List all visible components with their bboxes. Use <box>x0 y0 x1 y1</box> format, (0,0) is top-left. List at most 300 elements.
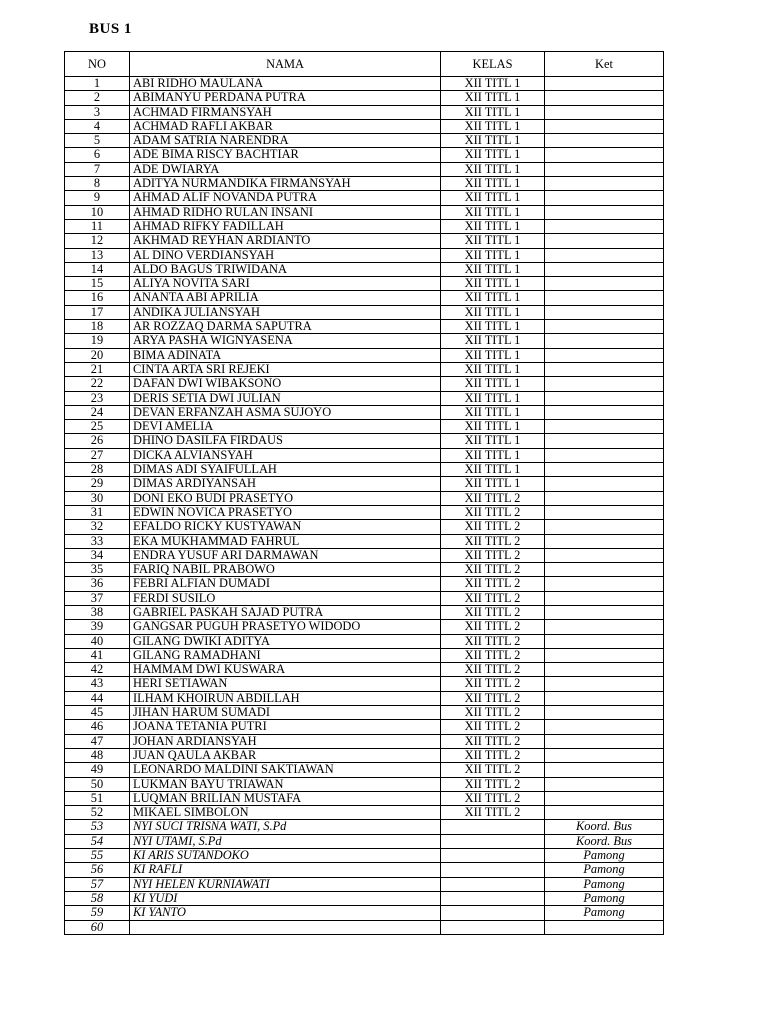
cell-nama: FERDI SUSILO <box>130 591 441 605</box>
cell-no: 4 <box>65 119 130 133</box>
cell-no: 45 <box>65 706 130 720</box>
cell-ket <box>545 77 664 91</box>
cell-no: 1 <box>65 77 130 91</box>
cell-kelas: XII TITL 2 <box>441 706 545 720</box>
cell-ket <box>545 477 664 491</box>
table-row <box>65 863 664 877</box>
cell-kelas: XII TITL 2 <box>441 520 545 534</box>
table-row <box>65 791 664 805</box>
cell-kelas: XII TITL 1 <box>441 477 545 491</box>
cell-kelas: XII TITL 2 <box>441 534 545 548</box>
table-row <box>65 448 664 462</box>
cell-no: 52 <box>65 806 130 820</box>
cell-no: 46 <box>65 720 130 734</box>
table-row <box>65 634 664 648</box>
cell-no: 6 <box>65 148 130 162</box>
cell-ket: Pamong <box>545 877 664 891</box>
table-row <box>65 77 664 91</box>
cell-ket <box>545 434 664 448</box>
cell-ket <box>545 377 664 391</box>
table-row <box>65 434 664 448</box>
cell-no: 41 <box>65 648 130 662</box>
cell-kelas: XII TITL 2 <box>441 734 545 748</box>
table-row <box>65 748 664 762</box>
cell-kelas: XII TITL 1 <box>441 434 545 448</box>
cell-kelas: XII TITL 2 <box>441 763 545 777</box>
cell-kelas: XII TITL 1 <box>441 305 545 319</box>
cell-kelas: XII TITL 2 <box>441 577 545 591</box>
cell-no: 27 <box>65 448 130 462</box>
table-row <box>65 420 664 434</box>
cell-no: 53 <box>65 820 130 834</box>
cell-ket <box>545 777 664 791</box>
cell-kelas: XII TITL 1 <box>441 119 545 133</box>
table-row <box>65 877 664 891</box>
cell-nama: ADITYA NURMANDIKA FIRMANSYAH <box>130 177 441 191</box>
cell-no: 50 <box>65 777 130 791</box>
cell-no: 33 <box>65 534 130 548</box>
table-row <box>65 205 664 219</box>
cell-no: 8 <box>65 177 130 191</box>
cell-nama: LEONARDO MALDINI SAKTIAWAN <box>130 763 441 777</box>
cell-ket <box>545 148 664 162</box>
cell-no: 39 <box>65 620 130 634</box>
cell-nama: NYI SUCI TRISNA WATI, S.Pd <box>130 820 441 834</box>
cell-no: 30 <box>65 491 130 505</box>
cell-nama: ABIMANYU PERDANA PUTRA <box>130 91 441 105</box>
table-row <box>65 119 664 133</box>
cell-nama: DHINO DASILFA FIRDAUS <box>130 434 441 448</box>
cell-no: 20 <box>65 348 130 362</box>
cell-nama: ADAM SATRIA NARENDRA <box>130 134 441 148</box>
table-row <box>65 834 664 848</box>
cell-no: 38 <box>65 605 130 619</box>
cell-kelas: XII TITL 1 <box>441 91 545 105</box>
cell-nama: AHMAD ALIF NOVANDA PUTRA <box>130 191 441 205</box>
cell-no: 32 <box>65 520 130 534</box>
cell-kelas <box>441 863 545 877</box>
cell-nama: DEVAN ERFANZAH ASMA SUJOYO <box>130 405 441 419</box>
cell-kelas <box>441 877 545 891</box>
cell-kelas: XII TITL 1 <box>441 248 545 262</box>
cell-ket <box>545 320 664 334</box>
cell-nama: GABRIEL PASKAH SAJAD PUTRA <box>130 605 441 619</box>
cell-ket <box>545 634 664 648</box>
cell-no: 34 <box>65 548 130 562</box>
cell-no: 13 <box>65 248 130 262</box>
cell-ket <box>545 191 664 205</box>
table-row <box>65 191 664 205</box>
table-row <box>65 334 664 348</box>
table-row <box>65 691 664 705</box>
cell-ket <box>545 577 664 591</box>
cell-kelas: XII TITL 1 <box>441 105 545 119</box>
cell-nama: ANDIKA JULIANSYAH <box>130 305 441 319</box>
cell-no: 28 <box>65 463 130 477</box>
cell-nama: GANGSAR PUGUH PRASETYO WIDODO <box>130 620 441 634</box>
table-row <box>65 491 664 505</box>
table-row <box>65 463 664 477</box>
cell-ket <box>545 362 664 376</box>
cell-ket <box>545 91 664 105</box>
cell-kelas: XII TITL 1 <box>441 391 545 405</box>
cell-nama: AHMAD RIDHO RULAN INSANI <box>130 205 441 219</box>
cell-no: 29 <box>65 477 130 491</box>
cell-nama: HERI SETIAWAN <box>130 677 441 691</box>
table-row <box>65 277 664 291</box>
cell-nama: KI YANTO <box>130 906 441 920</box>
cell-kelas: XII TITL 2 <box>441 748 545 762</box>
cell-nama: LUKMAN BAYU TRIAWAN <box>130 777 441 791</box>
cell-kelas <box>441 820 545 834</box>
cell-kelas: XII TITL 1 <box>441 191 545 205</box>
cell-nama: NYI UTAMI, S.Pd <box>130 834 441 848</box>
cell-nama: GILANG DWIKI ADITYA <box>130 634 441 648</box>
cell-no: 16 <box>65 291 130 305</box>
table-row <box>65 405 664 419</box>
cell-ket <box>545 763 664 777</box>
table-row <box>65 162 664 176</box>
cell-kelas: XII TITL 2 <box>441 720 545 734</box>
cell-nama: DIMAS ARDIYANSAH <box>130 477 441 491</box>
table-row <box>65 134 664 148</box>
cell-ket <box>545 134 664 148</box>
cell-nama: ILHAM KHOIRUN ABDILLAH <box>130 691 441 705</box>
table-row <box>65 677 664 691</box>
cell-ket <box>545 219 664 233</box>
cell-kelas: XII TITL 2 <box>441 605 545 619</box>
cell-nama: EFALDO RICKY KUSTYAWAN <box>130 520 441 534</box>
cell-nama: AL DINO VERDIANSYAH <box>130 248 441 262</box>
cell-nama: JUAN QAULA AKBAR <box>130 748 441 762</box>
cell-kelas <box>441 849 545 863</box>
cell-nama <box>130 920 441 934</box>
cell-ket <box>545 806 664 820</box>
table-row <box>65 720 664 734</box>
cell-no: 7 <box>65 162 130 176</box>
cell-ket: Koord. Bus <box>545 834 664 848</box>
cell-nama: ADE DWIARYA <box>130 162 441 176</box>
cell-nama: AR ROZZAQ DARMA SAPUTRA <box>130 320 441 334</box>
table-row <box>65 291 664 305</box>
cell-no: 43 <box>65 677 130 691</box>
cell-ket <box>545 677 664 691</box>
cell-nama: ENDRA YUSUF ARI DARMAWAN <box>130 548 441 562</box>
cell-nama: GILANG RAMADHANI <box>130 648 441 662</box>
table-row <box>65 849 664 863</box>
table-row <box>65 891 664 905</box>
cell-nama: KI RAFLI <box>130 863 441 877</box>
cell-no: 11 <box>65 219 130 233</box>
table-row <box>65 148 664 162</box>
cell-kelas <box>441 834 545 848</box>
cell-kelas: XII TITL 1 <box>441 177 545 191</box>
table-row <box>65 362 664 376</box>
cell-ket <box>545 391 664 405</box>
cell-nama: ACHMAD FIRMANSYAH <box>130 105 441 119</box>
cell-nama: DAFAN DWI WIBAKSONO <box>130 377 441 391</box>
cell-no: 14 <box>65 262 130 276</box>
cell-nama: HAMMAM DWI KUSWARA <box>130 663 441 677</box>
table-row <box>65 763 664 777</box>
cell-nama: ABI RIDHO MAULANA <box>130 77 441 91</box>
cell-kelas: XII TITL 2 <box>441 777 545 791</box>
table-row <box>65 806 664 820</box>
table-row <box>65 906 664 920</box>
cell-no: 17 <box>65 305 130 319</box>
cell-nama: KI ARIS SUTANDOKO <box>130 849 441 863</box>
cell-no: 12 <box>65 234 130 248</box>
cell-kelas: XII TITL 1 <box>441 348 545 362</box>
cell-nama: JOHAN ARDIANSYAH <box>130 734 441 748</box>
cell-kelas <box>441 891 545 905</box>
table-header <box>65 52 664 77</box>
cell-nama: ANANTA ABI APRILIA <box>130 291 441 305</box>
cell-ket <box>545 463 664 477</box>
cell-ket <box>545 305 664 319</box>
cell-no: 19 <box>65 334 130 348</box>
cell-ket <box>545 748 664 762</box>
cell-nama: DERIS SETIA DWI JULIAN <box>130 391 441 405</box>
cell-nama: NYI HELEN KURNIAWATI <box>130 877 441 891</box>
cell-nama: JIHAN HARUM SUMADI <box>130 706 441 720</box>
table-row <box>65 248 664 262</box>
cell-no: 5 <box>65 134 130 148</box>
table-row <box>65 377 664 391</box>
cell-kelas: XII TITL 1 <box>441 262 545 276</box>
cell-kelas: XII TITL 2 <box>441 563 545 577</box>
cell-no: 54 <box>65 834 130 848</box>
table-row <box>65 663 664 677</box>
table-row <box>65 262 664 276</box>
cell-ket <box>545 162 664 176</box>
cell-kelas: XII TITL 1 <box>441 291 545 305</box>
cell-no: 51 <box>65 791 130 805</box>
cell-no: 42 <box>65 663 130 677</box>
cell-kelas: XII TITL 1 <box>441 148 545 162</box>
cell-ket <box>545 920 664 934</box>
header-ket: Ket <box>545 52 664 77</box>
cell-kelas: XII TITL 1 <box>441 219 545 233</box>
cell-no: 18 <box>65 320 130 334</box>
cell-kelas: XII TITL 2 <box>441 648 545 662</box>
cell-kelas: XII TITL 1 <box>441 205 545 219</box>
table-row <box>65 605 664 619</box>
table-row <box>65 563 664 577</box>
cell-nama: ACHMAD RAFLI AKBAR <box>130 119 441 133</box>
cell-ket <box>545 334 664 348</box>
cell-no: 48 <box>65 748 130 762</box>
table-row <box>65 734 664 748</box>
table-row <box>65 505 664 519</box>
cell-kelas: XII TITL 2 <box>441 806 545 820</box>
cell-kelas: XII TITL 1 <box>441 405 545 419</box>
table-body <box>65 77 664 935</box>
cell-nama: AKHMAD REYHAN ARDIANTO <box>130 234 441 248</box>
table-row <box>65 820 664 834</box>
cell-no: 49 <box>65 763 130 777</box>
cell-ket <box>545 405 664 419</box>
cell-no: 9 <box>65 191 130 205</box>
cell-nama: FEBRI ALFIAN DUMADI <box>130 577 441 591</box>
table-row <box>65 648 664 662</box>
table-row <box>65 577 664 591</box>
cell-no: 37 <box>65 591 130 605</box>
cell-no: 35 <box>65 563 130 577</box>
table-row <box>65 305 664 319</box>
cell-ket <box>545 105 664 119</box>
cell-kelas: XII TITL 1 <box>441 277 545 291</box>
cell-nama: DIMAS ADI SYAIFULLAH <box>130 463 441 477</box>
cell-ket: Pamong <box>545 849 664 863</box>
cell-kelas: XII TITL 2 <box>441 634 545 648</box>
cell-ket <box>545 248 664 262</box>
cell-no: 36 <box>65 577 130 591</box>
cell-ket <box>545 706 664 720</box>
table-row <box>65 534 664 548</box>
cell-kelas: XII TITL 2 <box>441 505 545 519</box>
cell-no: 26 <box>65 434 130 448</box>
cell-no: 23 <box>65 391 130 405</box>
cell-ket <box>545 720 664 734</box>
cell-kelas: XII TITL 2 <box>441 620 545 634</box>
cell-kelas: XII TITL 1 <box>441 420 545 434</box>
cell-ket <box>545 620 664 634</box>
table-row <box>65 234 664 248</box>
cell-ket <box>545 420 664 434</box>
cell-kelas <box>441 920 545 934</box>
cell-kelas: XII TITL 2 <box>441 591 545 605</box>
cell-kelas: XII TITL 1 <box>441 234 545 248</box>
cell-ket <box>545 277 664 291</box>
cell-ket <box>545 734 664 748</box>
cell-no: 56 <box>65 863 130 877</box>
cell-ket: Pamong <box>545 906 664 920</box>
table-row <box>65 391 664 405</box>
cell-nama: CINTA ARTA SRI REJEKI <box>130 362 441 376</box>
header-kelas: KELAS <box>441 52 545 77</box>
cell-ket <box>545 119 664 133</box>
cell-kelas: XII TITL 2 <box>441 663 545 677</box>
cell-nama: DONI EKO BUDI PRASETYO <box>130 491 441 505</box>
cell-nama: MIKAEL SIMBOLON <box>130 806 441 820</box>
cell-ket <box>545 663 664 677</box>
cell-ket <box>545 605 664 619</box>
cell-no: 44 <box>65 691 130 705</box>
cell-ket <box>545 205 664 219</box>
table-row <box>65 320 664 334</box>
cell-no: 21 <box>65 362 130 376</box>
table-row <box>65 477 664 491</box>
table-row <box>65 348 664 362</box>
cell-no: 24 <box>65 405 130 419</box>
cell-ket: Pamong <box>545 863 664 877</box>
cell-no: 3 <box>65 105 130 119</box>
table-row <box>65 105 664 119</box>
cell-nama: BIMA ADINATA <box>130 348 441 362</box>
cell-no: 55 <box>65 849 130 863</box>
cell-ket <box>545 791 664 805</box>
table-row <box>65 777 664 791</box>
cell-nama: AHMAD RIFKY FADILLAH <box>130 219 441 233</box>
header-row <box>65 52 664 77</box>
page-title: BUS 1 <box>89 21 132 37</box>
table-row <box>65 920 664 934</box>
table-row <box>65 548 664 562</box>
cell-ket <box>545 505 664 519</box>
cell-kelas: XII TITL 1 <box>441 463 545 477</box>
cell-kelas: XII TITL 2 <box>441 791 545 805</box>
cell-kelas: XII TITL 1 <box>441 320 545 334</box>
cell-ket <box>545 648 664 662</box>
cell-ket <box>545 448 664 462</box>
cell-ket <box>545 177 664 191</box>
cell-kelas: XII TITL 1 <box>441 334 545 348</box>
cell-nama: DICKA ALVIANSYAH <box>130 448 441 462</box>
cell-kelas: XII TITL 2 <box>441 691 545 705</box>
cell-no: 2 <box>65 91 130 105</box>
cell-kelas: XII TITL 1 <box>441 362 545 376</box>
table-row <box>65 706 664 720</box>
cell-nama: ALDO BAGUS TRIWIDANA <box>130 262 441 276</box>
cell-kelas: XII TITL 2 <box>441 548 545 562</box>
cell-kelas: XII TITL 1 <box>441 162 545 176</box>
table-row <box>65 620 664 634</box>
passenger-table <box>64 51 664 935</box>
cell-ket <box>545 563 664 577</box>
cell-kelas: XII TITL 2 <box>441 491 545 505</box>
header-no: NO <box>65 52 130 77</box>
cell-no: 22 <box>65 377 130 391</box>
cell-nama: ADE BIMA RISCY BACHTIAR <box>130 148 441 162</box>
cell-no: 25 <box>65 420 130 434</box>
cell-nama: KI YUDI <box>130 891 441 905</box>
cell-ket <box>545 591 664 605</box>
cell-kelas: XII TITL 2 <box>441 677 545 691</box>
cell-ket <box>545 262 664 276</box>
cell-nama: EDWIN NOVICA PRASETYO <box>130 505 441 519</box>
cell-ket <box>545 491 664 505</box>
cell-nama: EKA MUKHAMMAD FAHRUL <box>130 534 441 548</box>
cell-nama: JOANA TETANIA PUTRI <box>130 720 441 734</box>
cell-kelas: XII TITL 1 <box>441 377 545 391</box>
cell-no: 40 <box>65 634 130 648</box>
cell-nama: ARYA PASHA WIGNYASENA <box>130 334 441 348</box>
cell-ket <box>545 534 664 548</box>
cell-kelas <box>441 906 545 920</box>
cell-ket <box>545 291 664 305</box>
table-row <box>65 177 664 191</box>
table-row <box>65 91 664 105</box>
table-row <box>65 520 664 534</box>
cell-no: 59 <box>65 906 130 920</box>
cell-no: 60 <box>65 920 130 934</box>
cell-no: 31 <box>65 505 130 519</box>
cell-kelas: XII TITL 1 <box>441 448 545 462</box>
cell-nama: FARIQ NABIL PRABOWO <box>130 563 441 577</box>
cell-no: 57 <box>65 877 130 891</box>
cell-no: 15 <box>65 277 130 291</box>
cell-kelas: XII TITL 1 <box>441 77 545 91</box>
cell-ket <box>545 520 664 534</box>
cell-no: 47 <box>65 734 130 748</box>
header-nama: NAMA <box>130 52 441 77</box>
cell-nama: LUQMAN BRILIAN MUSTAFA <box>130 791 441 805</box>
cell-ket <box>545 234 664 248</box>
cell-ket <box>545 548 664 562</box>
cell-kelas: XII TITL 1 <box>441 134 545 148</box>
cell-ket: Pamong <box>545 891 664 905</box>
